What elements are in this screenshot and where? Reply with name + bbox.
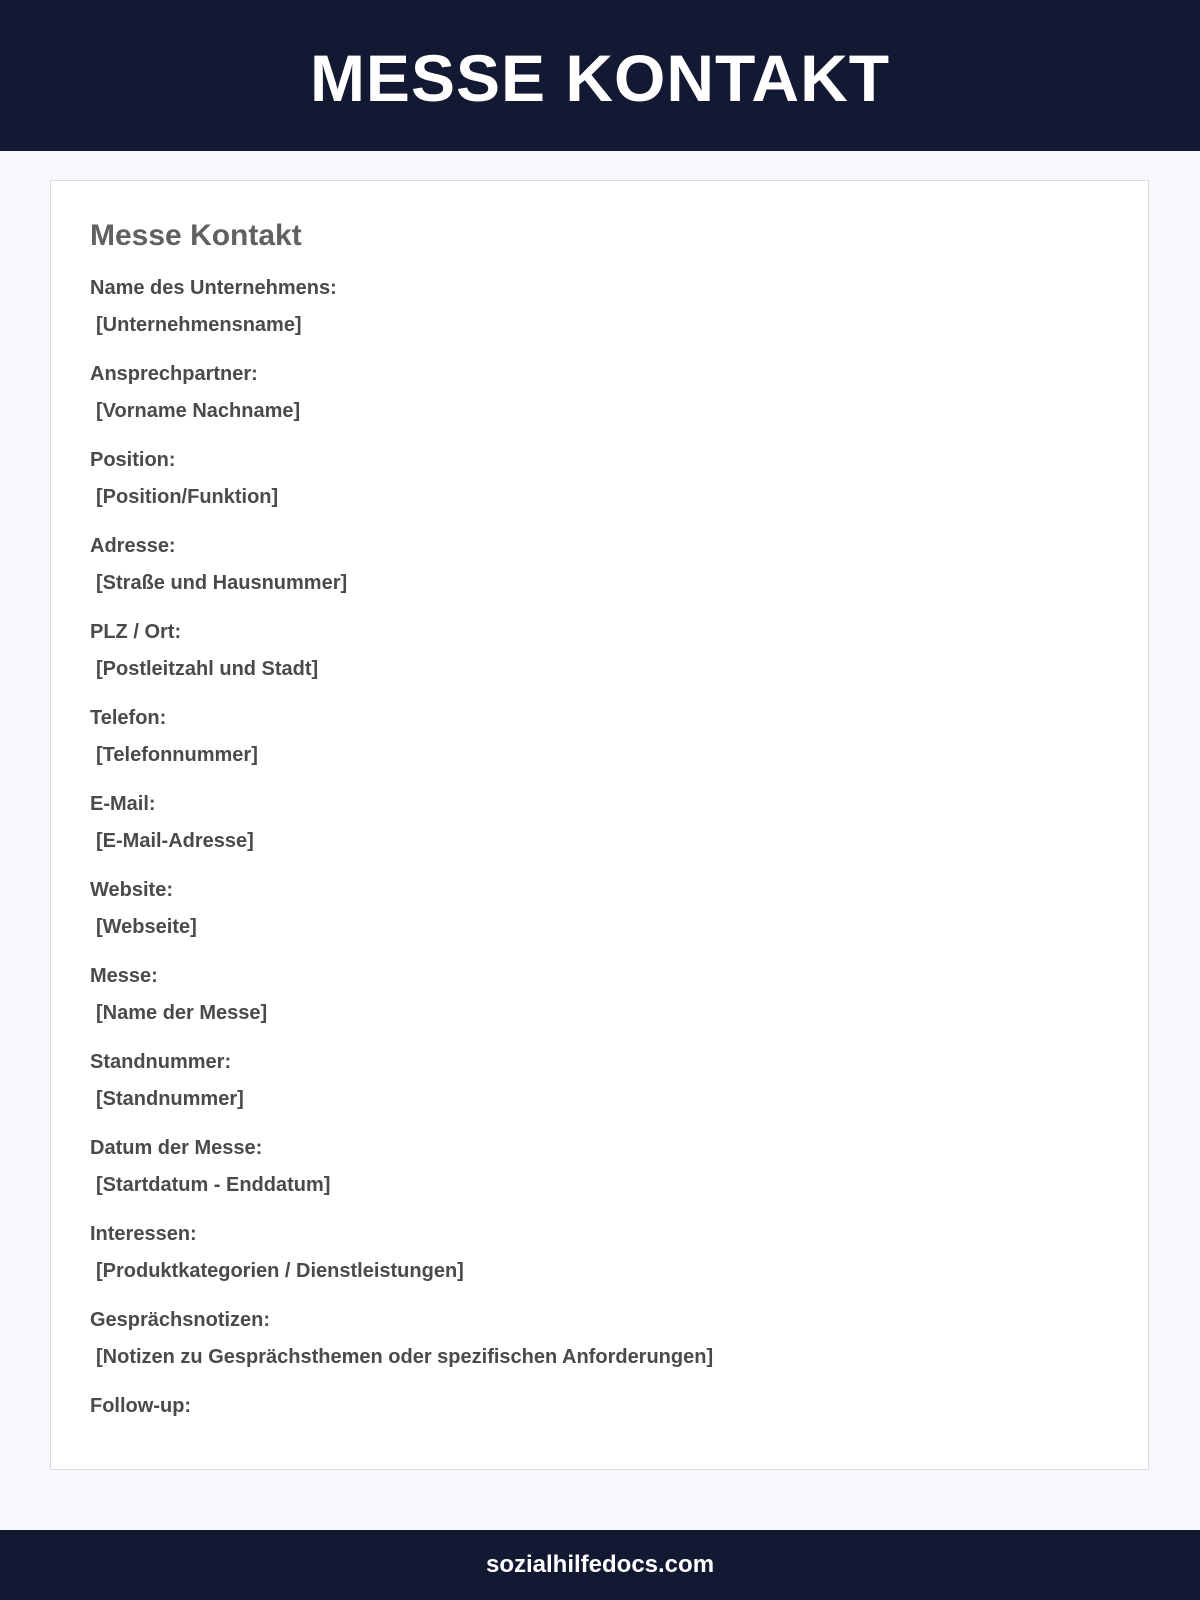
field-value: [Webseite]: [96, 916, 197, 938]
field-value: [Unternehmensname]: [96, 314, 302, 336]
field-value: [Position/Funktion]: [96, 486, 279, 508]
footer-site-name: sozialhilfedocs.com: [485, 1551, 715, 1578]
card-title: Messe Kontakt: [90, 219, 302, 252]
page-title: MESSE KONTAKT: [309, 40, 891, 115]
field-label: Standnummer:: [90, 1051, 232, 1073]
field-label: Telefon:: [90, 707, 167, 729]
top-banner: [0, 0, 1200, 151]
field-label: PLZ / Ort:: [90, 621, 182, 643]
field-label: Adresse:: [90, 535, 176, 557]
field-label: Follow-up:: [90, 1395, 192, 1417]
field-value: [Produktkategorien / Dienstleistungen]: [96, 1260, 464, 1282]
field-label: Website:: [90, 879, 173, 901]
field-label: Datum der Messe:: [90, 1137, 263, 1159]
field-value: [E-Mail-Adresse]: [96, 830, 254, 852]
field-value: [Straße und Hausnummer]: [96, 572, 348, 594]
field-value: [Notizen zu Gesprächsthemen oder spezifischen Anforderungen]: [96, 1346, 714, 1368]
field-website: [90, 879, 1090, 965]
field-value: [Postleitzahl und Stadt]: [96, 658, 319, 680]
field-value: [Standnummer]: [96, 1088, 244, 1110]
field-label: Interessen:: [90, 1223, 197, 1245]
footer-banner: [0, 1530, 1200, 1600]
field-label: E-Mail:: [90, 793, 156, 815]
contact-card: [50, 180, 1149, 1470]
field-follow-up: [90, 1395, 1090, 1481]
field-fair-date: [90, 1137, 1090, 1223]
field-label: Position:: [90, 449, 176, 471]
field-label: Gesprächsnotizen:: [90, 1309, 271, 1331]
field-email: [90, 793, 1090, 879]
field-booth-number: [90, 1051, 1090, 1137]
field-label: Name des Unternehmens:: [90, 277, 337, 299]
field-value: [Name der Messe]: [96, 1002, 268, 1024]
field-label: Ansprechpartner:: [90, 363, 258, 385]
field-company-name: [90, 277, 1090, 363]
field-position: [90, 449, 1090, 535]
field-value: [Startdatum - Enddatum]: [96, 1174, 331, 1196]
field-list: [90, 277, 1090, 1481]
field-value: [Vorname Nachname]: [96, 400, 301, 422]
field-fair: [90, 965, 1090, 1051]
field-address: [90, 535, 1090, 621]
field-interests: [90, 1223, 1090, 1309]
field-label: Messe:: [90, 965, 158, 987]
field-phone: [90, 707, 1090, 793]
field-zip-city: [90, 621, 1090, 707]
field-value: [Telefonnummer]: [96, 744, 258, 766]
field-conversation-notes: [90, 1309, 1090, 1395]
field-contact-person: [90, 363, 1090, 449]
